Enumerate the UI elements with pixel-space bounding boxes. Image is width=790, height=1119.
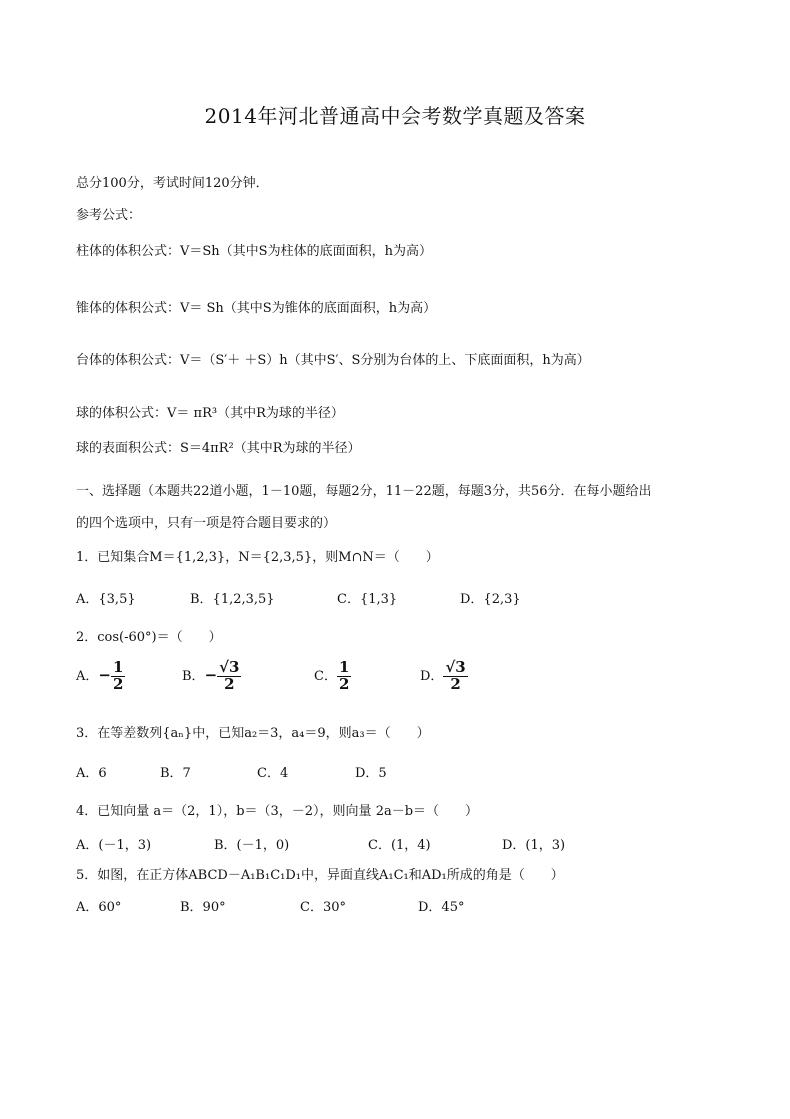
question-3-option-a: A．6 xyxy=(76,766,107,781)
fraction-numerator: 1 xyxy=(112,658,124,676)
formulas-heading: 参考公式： xyxy=(76,208,142,223)
question-4-stem: 4．已知向量 a＝（2，1），b＝（3，－2），则向量 2a－b＝（ ） xyxy=(76,804,479,819)
question-5-option-b: B．90° xyxy=(180,900,226,915)
option-label: C． xyxy=(314,668,337,684)
question-2-option-c xyxy=(314,660,351,693)
question-4-option-c: C．(1，4) xyxy=(368,838,431,853)
question-3-option-d: D．5 xyxy=(355,766,387,781)
section-heading-line2: 的四个选项中，只有一项是符合题目要求的） xyxy=(76,516,337,531)
question-5-option-d: D．45° xyxy=(418,900,465,915)
formula-frustum: 台体的体积公式：V＝（S′＋ ＋S）h（其中S′、S分别为台体的上、下底面面积，h为高） xyxy=(76,353,590,368)
formula-pyramid: 锥体的体积公式：V＝ Sh（其中S为锥体的底面面积，h为高） xyxy=(76,301,437,316)
fraction-numerator: √3 xyxy=(445,658,466,676)
option-label: B． xyxy=(182,668,205,684)
question-3-option-c: C．4 xyxy=(257,766,289,781)
question-5-option-c: C．30° xyxy=(300,900,346,915)
formula-sphere-surface: 球的表面积公式：S＝4πR²（其中R为球的半径） xyxy=(76,441,361,456)
question-1-option-b: B．{1,2,3,5} xyxy=(190,592,275,607)
question-2-option-d xyxy=(420,660,468,693)
option-sign: − xyxy=(98,665,111,684)
question-2-option-b xyxy=(182,660,241,693)
fraction-denominator: 2 xyxy=(224,674,235,693)
question-5-stem: 5．如图，在正方体ABCD－A₁B₁C₁D₁中，异面直线A₁C₁和AD₁所成的角是（ ） xyxy=(76,868,564,883)
formula-prism: 柱体的体积公式：V＝Sh（其中S为柱体的底面面积，h为高） xyxy=(76,244,432,259)
question-1-option-d: D．{2,3} xyxy=(460,592,521,607)
question-4-option-a: A．(－1，3) xyxy=(76,838,152,853)
question-2-stem: 2．cos(-60°)＝（ ） xyxy=(76,630,222,645)
fraction-denominator: 2 xyxy=(112,674,124,693)
option-fraction xyxy=(443,660,467,693)
fraction-numerator: 1 xyxy=(338,658,350,676)
intro-text: 总分100分，考试时间120分钟． xyxy=(76,176,269,191)
question-4-option-b: B．(－1，0) xyxy=(214,838,290,853)
question-1-option-c: C．{1,3} xyxy=(337,592,398,607)
question-5-option-a: A．60° xyxy=(76,900,122,915)
fraction-denominator: 2 xyxy=(338,674,350,693)
question-1-stem: 1．已知集合M＝{1,2,3}，N＝{2,3,5}，则M∩N＝（ ） xyxy=(76,550,439,565)
question-4-option-d: D．(1，3) xyxy=(502,838,566,853)
page-title: 2014年河北普通高中会考数学真题及答案 xyxy=(204,104,586,128)
option-fraction xyxy=(337,660,351,693)
option-fraction xyxy=(111,660,125,693)
option-sign: − xyxy=(204,665,218,684)
fraction-denominator: 2 xyxy=(450,674,461,693)
fraction-numerator: √3 xyxy=(219,658,240,676)
formula-sphere-volume: 球的体积公式：V＝ πR³（其中R为球的半径） xyxy=(76,406,344,421)
section-heading-line1: 一、选择题（本题共22道小题，1－10题，每题2分，11－22题，每题3分，共56分．在每小题给出 xyxy=(76,484,652,499)
question-1-option-a: A．{3,5} xyxy=(76,592,136,607)
option-label: A． xyxy=(76,668,99,684)
question-2-option-a xyxy=(76,660,125,693)
question-3-stem: 3．在等差数列{aₙ}中，已知a₂＝3，a₄＝9，则a₃＝（ ） xyxy=(76,726,430,741)
option-fraction xyxy=(217,660,241,693)
option-label: D． xyxy=(420,668,444,684)
question-3-option-b: B．7 xyxy=(160,766,191,781)
